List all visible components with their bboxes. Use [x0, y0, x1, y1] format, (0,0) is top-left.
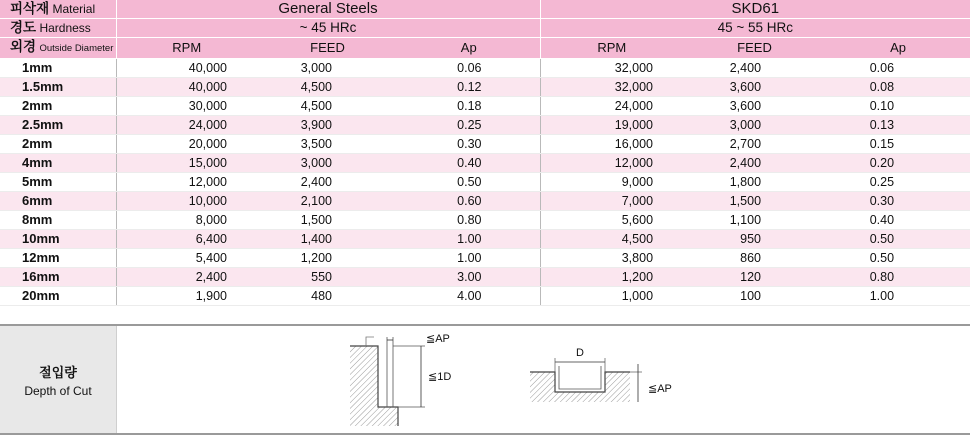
rpm-general-cell: 6,400 [116, 230, 257, 249]
hardness-skd61: 45 ~ 55 HRc [540, 19, 970, 38]
feed-skd61-cell: 3,000 [683, 116, 826, 135]
slot-workpiece [530, 372, 630, 402]
side-ap-label: ≦AP [426, 333, 450, 345]
diameter-cell: 4mm [0, 154, 116, 173]
hardness-row [0, 19, 970, 38]
ap-skd61-cell: 0.40 [826, 211, 970, 230]
ap-general-cell: 1.00 [398, 249, 540, 268]
feed-general-cell: 3,000 [257, 59, 398, 78]
rpm-general-cell: 2,400 [116, 268, 257, 287]
ap-skd61-cell: 0.25 [826, 173, 970, 192]
ap-skd61-cell: 0.30 [826, 192, 970, 211]
ap-skd61-cell: 0.08 [826, 78, 970, 97]
rpm-general-cell: 40,000 [116, 78, 257, 97]
table-row [0, 230, 970, 249]
diameter-cell: 6mm [0, 192, 116, 211]
feed-general-cell: 1,400 [257, 230, 398, 249]
rpm-skd61-cell: 9,000 [540, 173, 683, 192]
feed-skd61-cell: 120 [683, 268, 826, 287]
hardness-general-steels: ~ 45 HRc [116, 19, 540, 38]
diameter-cell: 12mm [0, 249, 116, 268]
ap-general-cell: 0.60 [398, 192, 540, 211]
table-row [0, 268, 970, 287]
depth-of-cut-section [0, 324, 970, 435]
rpm-skd61-cell: 32,000 [540, 78, 683, 97]
rpm-skd61-cell: 3,800 [540, 249, 683, 268]
feed-skd61-cell: 100 [683, 287, 826, 306]
rpm-general-cell: 24,000 [116, 116, 257, 135]
rpm-general-cell: 5,400 [116, 249, 257, 268]
feed-general-cell: 2,400 [257, 173, 398, 192]
ap-header-general: Ap [398, 38, 540, 59]
feed-skd61-cell: 2,700 [683, 135, 826, 154]
slot-milling-diagram [530, 347, 672, 402]
feed-skd61-cell: 1,100 [683, 211, 826, 230]
table-row [0, 287, 970, 306]
feed-general-cell: 1,200 [257, 249, 398, 268]
feed-skd61-cell: 3,600 [683, 78, 826, 97]
feed-general-cell: 3,000 [257, 154, 398, 173]
diameter-cell: 2mm [0, 97, 116, 116]
feed-general-cell: 3,500 [257, 135, 398, 154]
depth-of-cut-diagram [330, 332, 690, 430]
hardness-label: 경도 Hardness [0, 19, 116, 38]
diameter-cell: 10mm [0, 230, 116, 249]
rpm-general-cell: 15,000 [116, 154, 257, 173]
diameter-label: 외경 Outside Diameter [0, 38, 116, 59]
rpm-skd61-cell: 16,000 [540, 135, 683, 154]
table-row [0, 249, 970, 268]
ap-skd61-cell: 0.13 [826, 116, 970, 135]
rpm-general-cell: 20,000 [116, 135, 257, 154]
rpm-skd61-cell: 12,000 [540, 154, 683, 173]
table-row [0, 154, 970, 173]
rpm-skd61-cell: 7,000 [540, 192, 683, 211]
diameter-cell: 2mm [0, 135, 116, 154]
section-divider [116, 326, 117, 433]
feed-general-cell: 1,500 [257, 211, 398, 230]
ap-general-cell: 0.30 [398, 135, 540, 154]
feed-general-cell: 4,500 [257, 97, 398, 116]
feed-skd61-cell: 860 [683, 249, 826, 268]
feed-header-general: FEED [257, 38, 398, 59]
feed-general-cell: 3,900 [257, 116, 398, 135]
group-skd61: SKD61 [540, 0, 970, 19]
feed-general-cell: 4,500 [257, 78, 398, 97]
rpm-skd61-cell: 1,000 [540, 287, 683, 306]
feed-general-cell: 550 [257, 268, 398, 287]
rpm-skd61-cell: 32,000 [540, 59, 683, 78]
feed-skd61-cell: 1,800 [683, 173, 826, 192]
column-header-row [0, 38, 970, 59]
rpm-skd61-cell: 1,200 [540, 268, 683, 287]
rpm-skd61-cell: 19,000 [540, 116, 683, 135]
ap-general-cell: 3.00 [398, 268, 540, 287]
ap-general-cell: 4.00 [398, 287, 540, 306]
feed-general-cell: 480 [257, 287, 398, 306]
table-row [0, 116, 970, 135]
diameter-cell: 5mm [0, 173, 116, 192]
slot-ap-label: ≦AP [648, 383, 672, 395]
ap-general-cell: 0.80 [398, 211, 540, 230]
diameter-cell: 20mm [0, 287, 116, 306]
material-label: 피삭재 Material [0, 0, 116, 19]
depth-of-cut-label: 절입량 Depth of Cut [0, 326, 116, 433]
feed-skd61-cell: 3,600 [683, 97, 826, 116]
ap-skd61-cell: 0.50 [826, 230, 970, 249]
ap-general-cell: 0.40 [398, 154, 540, 173]
table-row [0, 135, 970, 154]
rpm-skd61-cell: 4,500 [540, 230, 683, 249]
ap-general-cell: 1.00 [398, 230, 540, 249]
diameter-cell: 1mm [0, 59, 116, 78]
rpm-general-cell: 30,000 [116, 97, 257, 116]
rpm-general-cell: 40,000 [116, 59, 257, 78]
ap-skd61-cell: 0.10 [826, 97, 970, 116]
side-milling-diagram [350, 333, 451, 426]
ap-general-cell: 0.18 [398, 97, 540, 116]
ap-skd61-cell: 0.06 [826, 59, 970, 78]
side-workpiece [350, 346, 398, 426]
diameter-cell: 8mm [0, 211, 116, 230]
rpm-skd61-cell: 24,000 [540, 97, 683, 116]
feed-skd61-cell: 2,400 [683, 59, 826, 78]
feed-skd61-cell: 950 [683, 230, 826, 249]
side-depth-label: ≦1D [428, 371, 452, 383]
feed-skd61-cell: 2,400 [683, 154, 826, 173]
ap-skd61-cell: 0.80 [826, 268, 970, 287]
group-general-steels: General Steels [116, 0, 540, 19]
ap-skd61-cell: 0.20 [826, 154, 970, 173]
table-row [0, 211, 970, 230]
feed-skd61-cell: 1,500 [683, 192, 826, 211]
rpm-header-skd61: RPM [540, 38, 683, 59]
rpm-header-general: RPM [116, 38, 257, 59]
diameter-cell: 1.5mm [0, 78, 116, 97]
rpm-general-cell: 1,900 [116, 287, 257, 306]
ap-header-skd61: Ap [826, 38, 970, 59]
feed-general-cell: 2,100 [257, 192, 398, 211]
table-row [0, 78, 970, 97]
rpm-general-cell: 8,000 [116, 211, 257, 230]
ap-general-cell: 0.06 [398, 59, 540, 78]
slot-tool-outline [559, 366, 601, 389]
table-row [0, 173, 970, 192]
ap-general-cell: 0.50 [398, 173, 540, 192]
table-row [0, 192, 970, 211]
side-cut-step [366, 337, 374, 346]
slot-width-label: D [576, 347, 584, 359]
rpm-general-cell: 10,000 [116, 192, 257, 211]
rpm-general-cell: 12,000 [116, 173, 257, 192]
ap-skd61-cell: 1.00 [826, 287, 970, 306]
diameter-cell: 2.5mm [0, 116, 116, 135]
ap-skd61-cell: 0.50 [826, 249, 970, 268]
table-row [0, 59, 970, 78]
ap-skd61-cell: 0.15 [826, 135, 970, 154]
diameter-cell: 16mm [0, 268, 116, 287]
table-row [0, 97, 970, 116]
ap-general-cell: 0.25 [398, 116, 540, 135]
material-row [0, 0, 970, 19]
feed-header-skd61: FEED [683, 38, 826, 59]
ap-general-cell: 0.12 [398, 78, 540, 97]
rpm-skd61-cell: 5,600 [540, 211, 683, 230]
